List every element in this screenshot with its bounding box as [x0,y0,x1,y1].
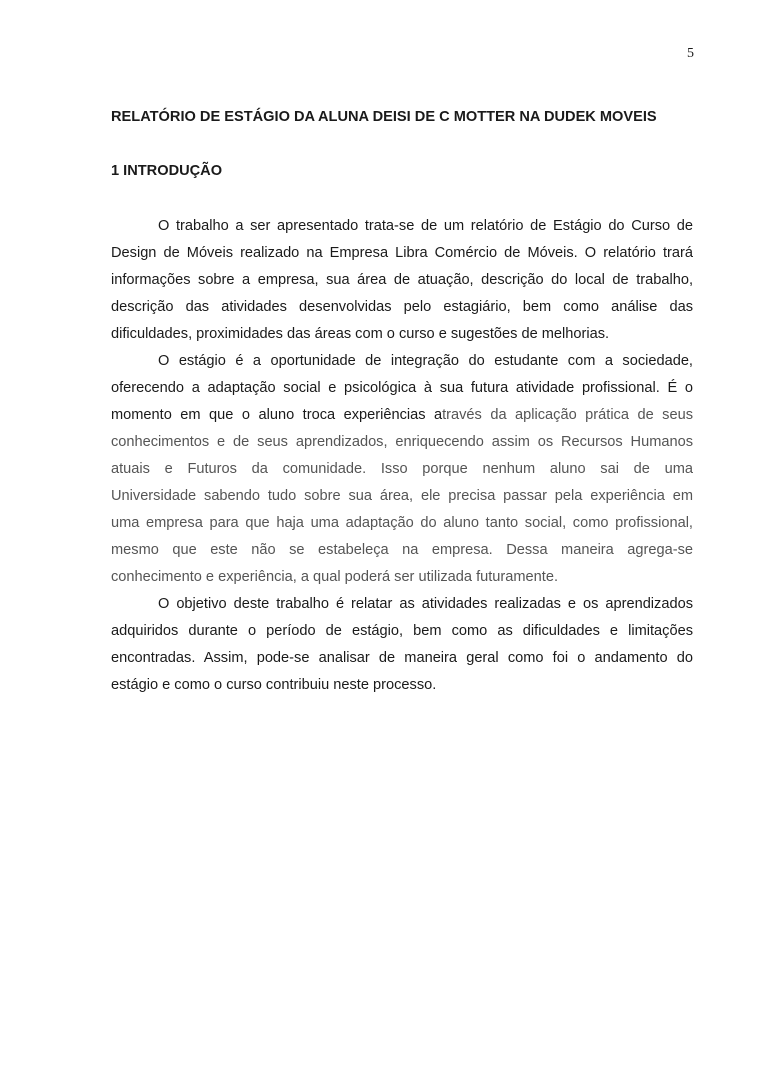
text-line [111,513,693,540]
body-text [111,216,693,702]
text-segment: momento em que o aluno troca experiências a [111,407,443,423]
text-segment: conhecimento e experiência, a qual poderá ser utilizada futuramente. [111,569,559,585]
text-segment: Universidade sabendo tudo sobre sua área, ele precisa passar pela experiência em [111,488,693,504]
text-segment: conhecimentos e de seus aprendizados, enriquecendo assim os Recursos Humanos [111,434,693,450]
text-line [111,297,693,324]
paragraph [111,594,693,702]
text-segment: atuais e Futuros da comunidade. Isso porque nenhum aluno sai de uma [111,461,693,477]
text-segment: O objetivo deste trabalho é relatar as atividades realizadas e os aprendizados [158,596,693,612]
text-segment: O estágio é a oportunidade de integração do estudante com a sociedade, [158,353,693,369]
text-segment: dificuldades, proximidades das áreas com o curso e sugestões de melhorias. [111,326,610,342]
paragraph [111,351,693,594]
text-segment: Design de Móveis realizado na Empresa Libra Comércio de Móveis. O relatório trará [111,245,693,261]
text-line [111,351,693,378]
text-segment: mesmo que este não se estabeleça na empresa. Dessa maneira agrega-se [111,542,693,558]
paragraph [111,216,693,351]
text-segment: encontradas. Assim, pode-se analisar de maneira geral como foi o andamento do [111,650,693,666]
section-heading: 1 INTRODUÇÃO [111,163,223,179]
text-line [111,270,693,297]
text-segment: uma empresa para que haja uma adaptação do aluno tanto social, como profissional, [111,515,693,531]
text-line [111,216,693,243]
text-line [111,540,693,567]
text-line [111,405,693,432]
text-line [111,567,693,594]
text-line [111,324,693,351]
text-line [111,675,693,702]
text-line [111,621,693,648]
text-line [111,486,693,513]
text-segment: descrição das atividades desenvolvidas pelo estagiário, bem como análise das [111,299,693,315]
page-number: 5 [687,46,694,61]
text-segment: través da aplicação prática de seus [442,407,693,423]
text-line [111,459,693,486]
text-line [111,648,693,675]
text-segment: O trabalho a ser apresentado trata-se de um relatório de Estágio do Curso de [158,218,693,234]
text-segment: oferecendo a adaptação social e psicológica à sua futura atividade profissional. É o [111,380,693,396]
text-segment: informações sobre a empresa, sua área de atuação, descrição do local de trabalho, [111,272,693,288]
text-line [111,378,693,405]
text-line [111,432,693,459]
text-segment: estágio e como o curso contribuiu neste processo. [111,677,437,693]
text-line [111,243,693,270]
text-line [111,594,693,621]
document-title: RELATÓRIO DE ESTÁGIO DA ALUNA DEISI DE C MOTTER NA DUDEK MOVEIS [111,109,657,125]
text-segment: adquiridos durante o período de estágio, bem como as dificuldades e limitações [111,623,693,639]
